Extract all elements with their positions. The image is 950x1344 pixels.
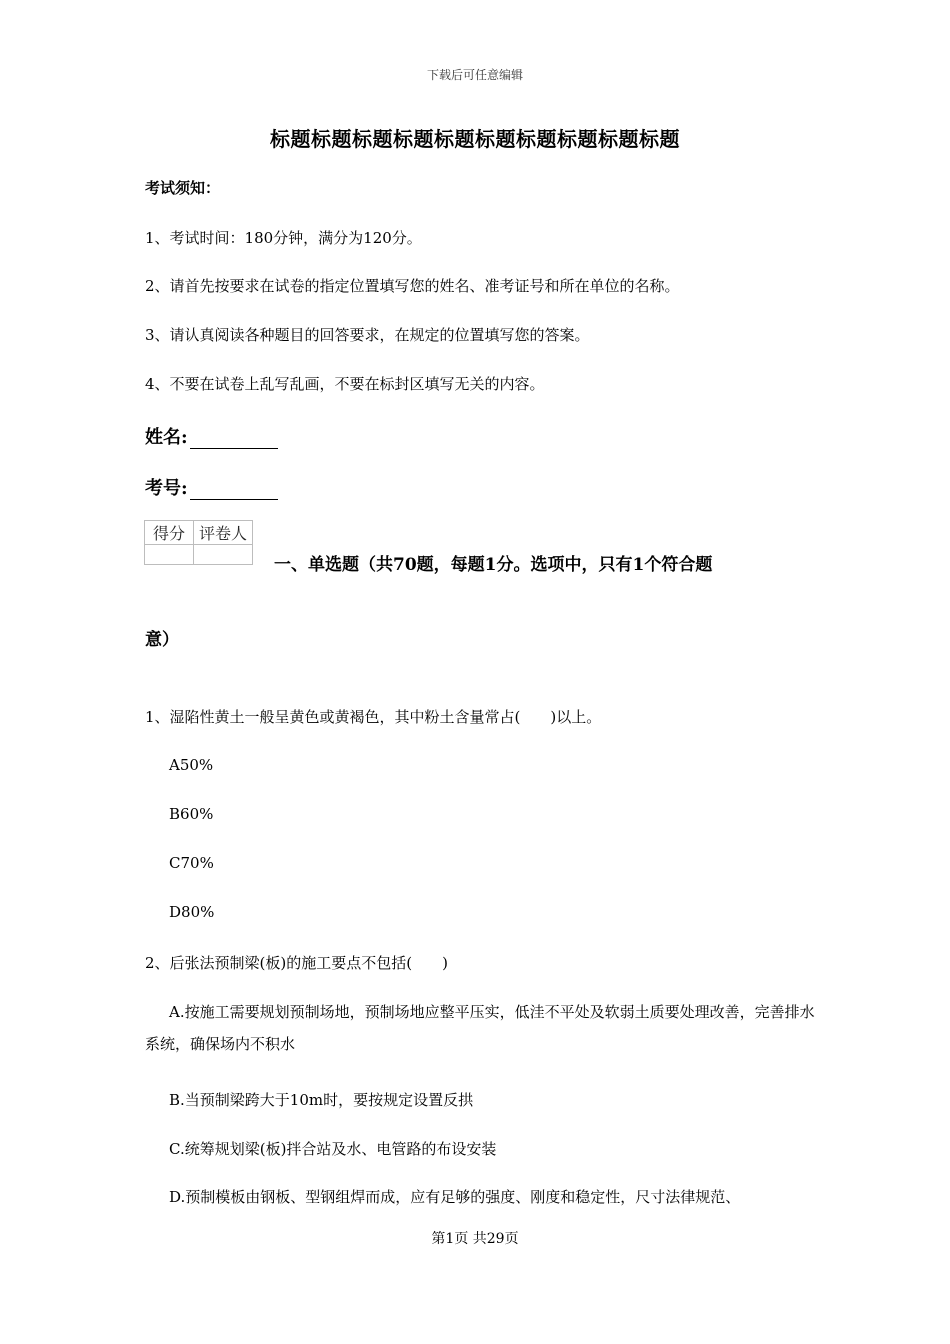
question-option: B.当预制梁跨大于10m时，要按规定设置反拱 [169,1091,474,1109]
notice-item: 3、请认真阅读各种题目的回答要求，在规定的位置填写您的答案。 [145,326,590,344]
question-option: A.按施工需要规划预制场地，预制场地应整平压实，低洼不平处及软弱土质要处理改善，完善排水系统，确保场内不积水 [145,1003,815,1053]
notice-heading: 考试须知： [145,179,221,197]
name-blank[interactable] [190,430,278,449]
question-option: D80% [169,903,215,921]
score-table [144,520,253,565]
notice-item: 2、请首先按要求在试卷的指定位置填写您的姓名、准考证号和所在单位的名称。 [145,277,680,295]
document-title: 标题标题标题标题标题标题标题标题标题标题 [270,127,680,151]
grader-cell[interactable] [194,545,253,565]
grader-header: 评卷人 [194,521,253,545]
score-header: 得分 [145,521,194,545]
exam-number-blank[interactable] [190,481,278,500]
question-option: B60% [169,805,214,823]
section-heading-continued: 意） [145,630,179,650]
name-field [145,423,278,449]
question-stem: 2、后张法预制梁(板)的施工要点不包括( ) [145,954,448,972]
header-note: 下载后可任意编辑 [426,68,523,82]
notice-item: 4、不要在试卷上乱写乱画，不要在标封区填写无关的内容。 [145,375,545,393]
exam-number-label: 考号: [145,478,188,499]
page-footer: 第1页 共29页 [431,1231,519,1247]
notice-item: 1、考试时间：180分钟，满分为120分。 [145,229,422,247]
exam-number-field [145,474,278,500]
name-label: 姓名: [145,427,188,448]
section-heading: 一、单选题（共70题，每题1分。选项中，只有1个符合题 [274,555,713,575]
question-option: D.预制模板由钢板、型钢组焊而成，应有足够的强度、刚度和稳定性，尺寸法律规范、 [169,1188,741,1206]
question-stem: 1、湿陷性黄土一般呈黄色或黄褐色，其中粉土含量常占( )以上。 [145,708,602,726]
question-option: C.统筹规划梁(板)拌合站及水、电管路的布设安装 [169,1140,497,1158]
question-option: A50% [169,756,214,774]
question-option: C70% [169,854,214,872]
score-cell[interactable] [145,545,194,565]
